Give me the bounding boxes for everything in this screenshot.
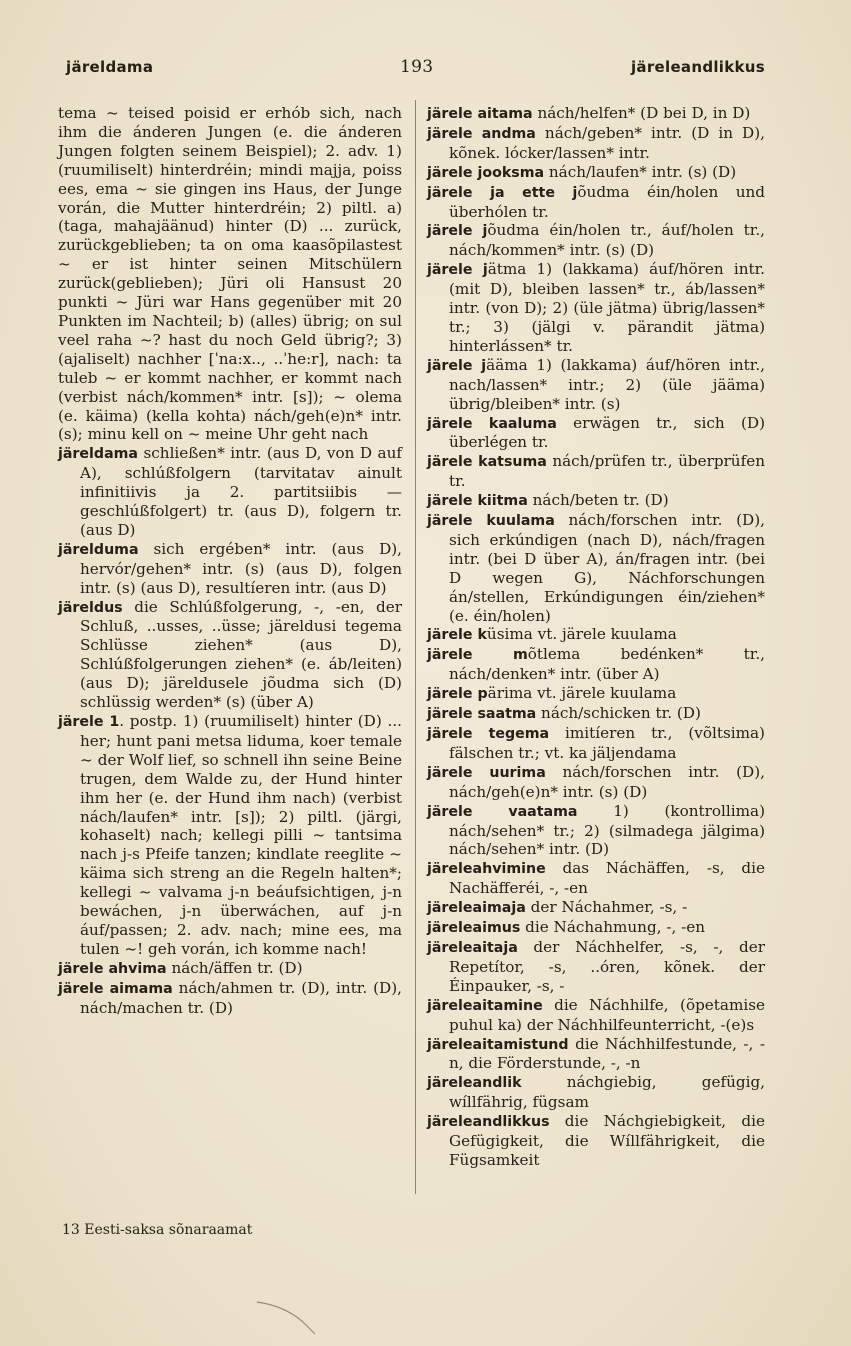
dictionary-entry: järele jooksma nách/laufen* intr. (s) (D) bbox=[427, 162, 737, 181]
headword: järele aimama bbox=[58, 980, 173, 997]
headword: järele uurima bbox=[427, 764, 546, 781]
dictionary-entry: järele jääma 1) (lakkama) áuf/hören intr., nach/lassen* intr.; 2) (üle jääma) übrig/bleiben* intr. (s) bbox=[427, 355, 765, 413]
headword: järeldus bbox=[58, 599, 123, 616]
dictionary-entry: järeleahvimine das Náchäffen, -s, die Nachäfferéi, -, -en bbox=[427, 859, 765, 898]
column-divider bbox=[415, 100, 416, 1194]
dictionary-entry: järeleandlik náchgiebig, gefügig, wíllfährig, fügsam bbox=[427, 1073, 765, 1112]
headword: järele saatma bbox=[427, 706, 537, 723]
headword: järeleahvimine bbox=[427, 861, 546, 878]
dictionary-entry: järele jõudma éin/holen tr., áuf/holen tr., nách/kommen* intr. (s) (D) bbox=[427, 221, 765, 260]
dictionary-entry: järele mõtlema bedénken* tr., nách/denken* intr. (über A) bbox=[427, 645, 765, 684]
dictionary-entry: järeleaitamine die Náchhilfe, (õpetamise puhul ka) der Náchhilfeunterricht, -(e)s bbox=[427, 995, 765, 1034]
dictionary-entry: järele aitama nách/helfen* (D bei D, in D) bbox=[427, 104, 751, 122]
dictionary-entry: järele kiitma nách/beten tr. (D) bbox=[427, 491, 669, 510]
headword: järeleaimaja bbox=[427, 900, 526, 917]
headword: järeleandlik bbox=[427, 1075, 522, 1092]
headword: järele kaaluma bbox=[427, 415, 557, 432]
headword: järelduma bbox=[58, 541, 139, 558]
headword: järele vaatama bbox=[427, 803, 578, 820]
page-number: 193 bbox=[400, 57, 434, 77]
headword: järele p bbox=[427, 686, 488, 703]
header-right-guide-word: järeleandlikkus bbox=[630, 58, 765, 76]
dictionary-entry: järele kaaluma erwägen tr., sich (D) überlégen tr. bbox=[427, 413, 765, 452]
headword: järele m bbox=[427, 647, 528, 664]
dictionary-entry: järele jätma 1) (lakkama) áuf/hören intr. (mit D), bleiben lassen* tr., áb/lassen* intr. (von D); 2) (üle jätma) übrig/lassen* tr.; 3) (jälgi v. pärandit jätma) hinterlássen* tr. bbox=[427, 260, 765, 355]
dictionary-entry: järele tegema imitíeren tr., (võltsima) fälschen tr.; vt. ka jäljendama bbox=[427, 724, 765, 762]
page-footer-signature: 13 Eesti-saksa sõnaraamat bbox=[62, 1222, 253, 1238]
headword: järele katsuma bbox=[427, 454, 547, 471]
dictionary-entry: järele küsima vt. järele kuulama bbox=[427, 625, 677, 644]
header-left-guide-word: järeldama bbox=[66, 58, 154, 76]
headword: järele j bbox=[427, 223, 488, 240]
headword: järele kuulama bbox=[427, 513, 555, 530]
headword: järele 1 bbox=[58, 714, 120, 730]
dictionary-entry: järele ja ette jõudma éin/holen und überhólen tr. bbox=[427, 182, 766, 221]
dictionary-entry: järeleandlikkus die Náchgiebigkeit, die Gefügigkeit, die Wíllfährigkeit, die Fügsamkeit bbox=[427, 1112, 765, 1169]
headword: järele tegema bbox=[427, 726, 550, 742]
dictionary-entry: järele kuulama nách/forschen intr. (D), sich erkúndigen (nach D), nách/fragen intr. (bei D über A), án/fragen intr. (bei D wegen G), Náchforschungen án/stellen, Erkúndigungen éin/ziehen* (e. éin/holen) bbox=[427, 511, 765, 625]
dictionary-entry: järele andma nách/geben* intr. (D in D), kõnek. lócker/lassen* intr. bbox=[427, 123, 765, 162]
dictionary-entry: järele katsuma nách/prüfen tr., überprüfen tr. bbox=[427, 452, 765, 491]
left-column bbox=[58, 104, 402, 1018]
dictionary-entry: järeleaitaja der Náchhelfer, -s, -, der Repetítor, -s, ..óren, kõnek. der Éinpauker, -s, - bbox=[427, 937, 765, 995]
dictionary-entry: järeldus die Schlúßfolgerung, -, -en, der Schluß, ..usses, ..üsse; järeldusi tegema Schlüsse ziehen* (aus D), Schlúßfolgerungen ziehen* (e. áb/leiten) (aus D); järeldusele jõudma sich (D) schlüssig werden* (s) (über A) bbox=[58, 597, 402, 712]
headword: järele ahvima bbox=[58, 960, 167, 977]
dictionary-entry: järeleaimus die Náchahmung, -, -en bbox=[427, 918, 706, 937]
dictionary-entry: järele saatma nách/schicken tr. (D) bbox=[427, 704, 701, 723]
headword: järeldama bbox=[58, 446, 139, 463]
headword: järele ja ette j bbox=[427, 184, 578, 201]
dictionary-entry: järeldama schließen* intr. (aus D, von D auf A), schlúßfolgern (tarvitatav ainult infinitiivis ja 2. partitsiibis — geschlúßfolgert) tr. (aus D), folgern tr. (aus D) bbox=[58, 444, 402, 539]
dictionary-entry: järele aimama nách/ahmen tr. (D), intr. (D), nách/machen tr. (D) bbox=[58, 978, 402, 1017]
dictionary-entry: järelduma sich ergében* intr. (aus D), hervór/gehen* intr. (s) (aus D), folgen intr. (s) (aus D), resultíeren intr. (aus D) bbox=[58, 539, 402, 597]
dictionary-entry: järele 1. postp. 1) (ruumiliselt) hinter (D) ... her; hunt pani metsa liduma, koer temale ~ der Wolf lief, so schnell ihn seine Beine trugen, dem Walde zu, der Hund hinter ihm her (e. der Hund ihm nach) (verbist nách/laufen* intr. [s]); 2) piltl. (järgi, kohaselt) nach; kellegi pilli ~ tantsima nach j-s Pfeife tanzen; kindlate reeglite ~ käima sich streng an die Regeln halten*; kellegi ~ valvama j-n beáufsichtigen, j-n bewáchen, j-n überwáchen, auf j-n áuf/passen; 2. adv. nach; mine ees, ma tulen ~! geh vorán, ich komme nach! bbox=[58, 712, 402, 958]
headword: järeleaimus bbox=[427, 920, 521, 937]
right-column bbox=[427, 104, 765, 1170]
headword: järele k bbox=[427, 627, 487, 644]
dictionary-entry: järele uurima nách/forschen intr. (D), nách/geh(e)n* intr. (s) (D) bbox=[427, 762, 765, 801]
headword: järeleaitamine bbox=[427, 997, 543, 1014]
headword: järele j bbox=[427, 357, 487, 374]
dictionary-entry: järele pärima vt. järele kuulama bbox=[427, 684, 677, 703]
dictionary-entry: järeleaitamistund die Náchhilfestunde, -, -n, die Förderstunde, -, -n bbox=[427, 1034, 765, 1073]
dictionary-entry: järele vaatama 1) (kontrollima) nách/sehen* tr.; 2) (silmadega jälgima) nách/sehen* intr. (D) bbox=[427, 801, 766, 859]
headword: järeleaitamistund bbox=[427, 1036, 569, 1053]
dictionary-entry: järeleaimaja der Náchahmer, -s, - bbox=[427, 898, 688, 917]
headword: järele aitama bbox=[427, 106, 533, 122]
headword: järeleaitaja bbox=[427, 939, 518, 956]
headword: järele j bbox=[427, 262, 488, 279]
headword: järele andma bbox=[427, 125, 536, 142]
dictionary-entry: järele ahvima nách/äffen tr. (D) bbox=[58, 958, 303, 977]
headword: järele jooksma bbox=[427, 164, 545, 181]
paper-crease-mark bbox=[255, 1296, 325, 1336]
dictionary-entry-continuation: tema ~ teised poisid er erhób sich, nach ihm die ánderen Jungen (e. die ánderen Jungen folgten seinem Beispiel); 2. adv. 1) (ruumiliselt) hinterdréin; mindi majja, poiss ees, ema ~ sie gingen ins Haus, der Junge vorán, die Mutter hinterdréin; 2) piltl. a) (taga, mahajäänud) hinter (D) ... zurück, zurückgeblieben; ta on oma kaasõpilastest ~ er ist hinter seinen Mitschülern zurück(geblieben); Jüri oli Hansust 20 punkti ~ Jüri war Hans gegenüber mit 20 Punkten im Nachteil; b) (alles) übrig; on sul veel raha ~? hast du noch Geld übrig?; 3) (ajaliselt) nachher [ˈna:x.., ..ˈhe:r], nach: ta tuleb ~ er kommt nachher, er kommt nach (verbist nách/kommen* intr. [s]); ~ olema (e. käima) (kella kohta) nách/geh(e)n* intr. (s); minu kell on ~ meine Uhr geht nach bbox=[58, 104, 402, 444]
headword: järele kiitma bbox=[427, 493, 528, 510]
headword: järeleandlikkus bbox=[427, 1114, 550, 1131]
